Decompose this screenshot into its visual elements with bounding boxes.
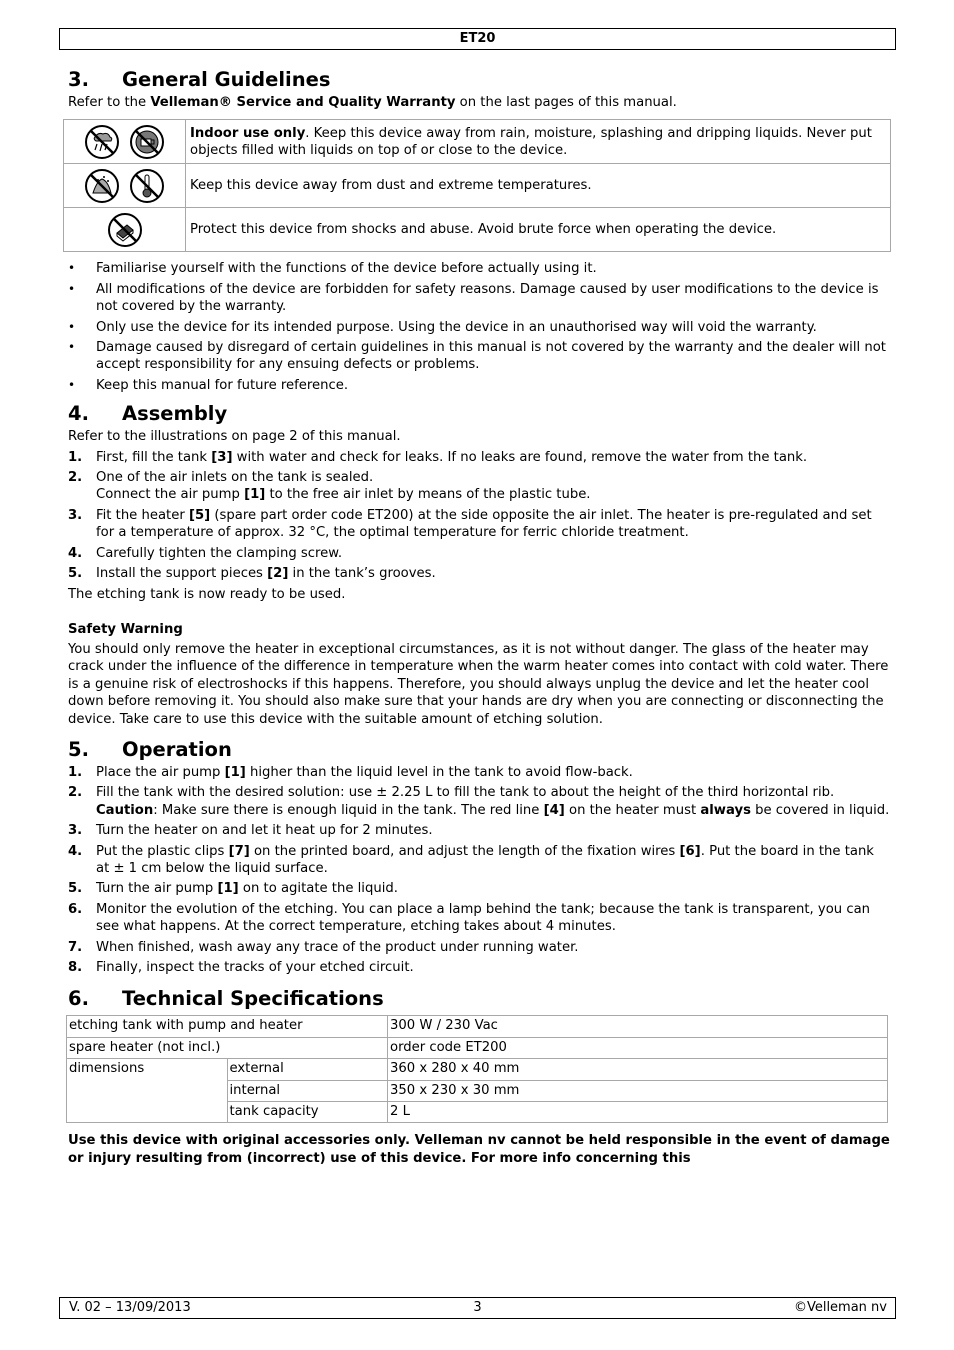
no-dust-icon	[84, 168, 120, 204]
list-item: • Familiarise yourself with the functions of the device before actually using it.	[68, 260, 890, 277]
guideline-row	[64, 208, 891, 252]
operation-steps	[68, 764, 890, 976]
page-footer	[59, 1297, 896, 1319]
safety-warning-text: You should only remove the heater in exceptional circumstances, as it is not without danger. The glass of the heater may crack under the influence of the difference in temperature when the warm heater comes into contact with cold water. There is a genuine risk of electroshocks if this happens. Therefore, you should always unplug the device and let the heater cool down before removing it. You should also make sure that your hands are dry when you are connecting or disconnecting the device. Take care to use this device with the suitable amount of etching solution.	[68, 641, 889, 727]
list-item: 8. Finally, inspect the tracks of your etched circuit.	[68, 960, 414, 975]
footer-copyright: ©Velleman nv	[793, 1300, 887, 1315]
section-5-heading: 5. Operation	[68, 737, 232, 761]
list-item: 1. First, fill the tank [3] with water and check for leaks. If no leaks are found, remove the water from the tank.	[68, 449, 808, 465]
guideline-bullets	[68, 260, 890, 394]
assembly-steps	[68, 449, 890, 583]
section-4-intro: Refer to the illustrations on page 2 of this manual.	[68, 429, 401, 445]
table-row: internal 350 x 230 x 30 mm	[67, 1080, 888, 1101]
guideline-icons	[64, 120, 186, 164]
no-liquid-icon	[129, 124, 165, 160]
table-row: tank capacity 2 L	[67, 1102, 888, 1123]
table-row: dimensions external 360 x 280 x 40 mm	[67, 1059, 888, 1080]
guideline-row	[64, 120, 891, 164]
list-item: 5. Install the support pieces [2] in the tank’s grooves.	[68, 566, 436, 582]
assembly-outro: The etching tank is now ready to be used.	[68, 586, 346, 602]
guideline-table	[63, 119, 891, 252]
footer-version: V. 02 – 13/09/2013	[69, 1300, 191, 1315]
list-item: 4. Carefully tighten the clamping screw.	[68, 545, 343, 561]
no-shock-icon	[107, 212, 143, 248]
no-extreme-temperature-icon	[129, 168, 165, 204]
safety-warning-heading: Safety Warning	[68, 621, 183, 637]
list-item: • Only use the device for its intended purpose. Using the device in an unauthorised way will void the warranty.	[68, 319, 890, 336]
section-3-intro: Refer to the Velleman® Service and Quality Warranty on the last pages of this manual.	[68, 95, 677, 110]
guideline-text: Protect this device from shocks and abuse. Avoid brute force when operating the device.	[186, 208, 891, 252]
guideline-icons	[64, 208, 186, 252]
list-item: 6. Monitor the evolution of the etching. You can place a lamp behind the tank; because the tank is transparent, you can see what happens. At the correct temperature, etching takes about 4 minutes.	[68, 901, 871, 935]
spec-table	[66, 1015, 888, 1123]
list-item: 4. Put the plastic clips [7] on the printed board, and adjust the length of the fixation wires [6]. Put the board in the tank at ± 1 cm below the liquid surface.	[68, 843, 874, 876]
list-item: 5. Turn the air pump [1] on to agitate the liquid.	[68, 881, 398, 897]
guideline-row	[64, 164, 891, 208]
section-6-heading: 6. Technical Specifications	[68, 987, 384, 1011]
list-item: • All modifications of the device are forbidden for safety reasons. Damage caused by user modifications to the device is not covered by the warranty.	[68, 281, 890, 316]
list-item: 3. Turn the heater on and let it heat up for 2 minutes.	[68, 823, 433, 839]
closing-notice: Use this device with original accessories only. Velleman nv cannot be held responsible in the event of damage or injury resulting from (incorrect) use of this device. For more info concerning this	[68, 1133, 890, 1166]
page-content	[68, 66, 890, 1167]
footer-page-number: 3	[473, 1300, 482, 1315]
guideline-text: Indoor use only. Keep this device away from rain, moisture, splashing and dripping liquids. Never put objects filled with liquids on top of or close to the device.	[186, 120, 891, 164]
list-item: 1. Place the air pump [1] higher than the liquid level in the tank to avoid flow-back.	[68, 764, 633, 780]
header-title: ET20	[459, 31, 496, 46]
section-4-heading: 4. Assembly	[68, 402, 228, 426]
page-header	[59, 28, 896, 50]
list-item: • Keep this manual for future reference.	[68, 377, 890, 394]
section-3-heading: 3. General Guidelines	[68, 68, 331, 91]
list-item: 3. Fit the heater [5] (spare part order code ET200) at the side opposite the air inlet. The heater is pre-regulated and set for a temperature of approx. 32 °C, the optimal temperature for ferric chloride treatment.	[68, 507, 872, 541]
list-item: 2. Fill the tank with the desired solution: use ± 2.25 L to fill the tank to about the height of the third horizontal rib. Caution: Make sure there is enough liquid in the tank. The red line [4] on the heater must always be covered in liquid.	[68, 785, 890, 818]
guideline-text: Keep this device away from dust and extreme temperatures.	[186, 164, 891, 208]
list-item: • Damage caused by disregard of certain guidelines in this manual is not covered by the warranty and the dealer will not accept responsibility for any ensuing defects or problems.	[68, 339, 890, 374]
table-row: etching tank with pump and heater 300 W / 230 Vac	[67, 1016, 888, 1037]
list-item: 2. One of the air inlets on the tank is sealed. Connect the air pump [1] to the free air inlet by means of the plastic tube.	[68, 470, 591, 503]
table-row: spare heater (not incl.) order code ET200	[67, 1037, 888, 1058]
guideline-icons	[64, 164, 186, 208]
no-rain-icon	[84, 124, 120, 160]
list-item: 7. When finished, wash away any trace of the product under running water.	[68, 939, 579, 955]
